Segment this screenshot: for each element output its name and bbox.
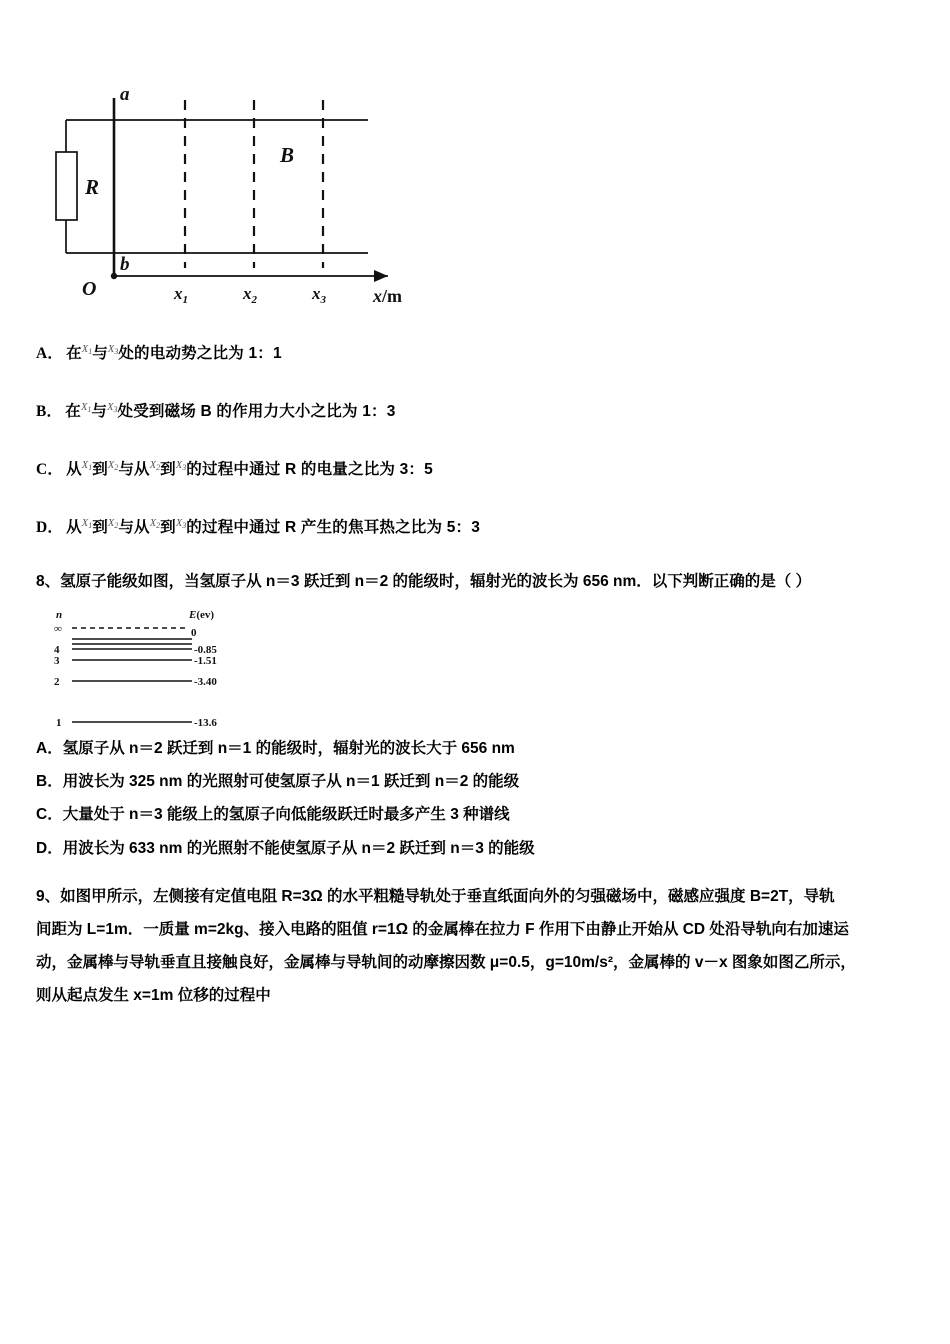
- option-label-c: C．: [36, 461, 64, 479]
- question8-stem-line: 8、氢原子能级如图，当氢原子从 n＝3 跃迁到 n＝2 的能级时，辐射光的波长为 656 nm．以下判断正确的是（ ）: [36, 573, 812, 590]
- energy-level-n-infinity: ∞: [54, 623, 62, 635]
- option-a-text-2: 与: [92, 345, 108, 363]
- option-d-text-2: 到: [92, 519, 108, 537]
- label-x2: $x_2$: [243, 284, 257, 305]
- option-d-var-x2b: X2: [149, 518, 161, 530]
- option-d-var-x3: X3: [175, 518, 187, 530]
- option-c-text-5: 的过程中通过 R 的电量之比为 3：5: [186, 461, 433, 479]
- hydrogen-energy-level-figure: [44, 606, 284, 734]
- question8-option-c: C．大量处于 n＝3 能级上的氢原子向低能级跃迁时最多产生 3 种谱线: [36, 806, 510, 823]
- option-label-a: A．: [36, 345, 64, 363]
- question9-line-2: 间距为 L=1m．一质量 m=2kg、接入电路的阻值 r=1Ω 的金属棒在拉力 F 作用下由静止开始从 CD 处沿导轨向右加速运: [36, 921, 849, 938]
- rails-magnetic-field-figure: [48, 80, 448, 305]
- option-b-text-3: 处受到磁场 B 的作用力大小之比为 1：3: [117, 403, 396, 421]
- energy-value-0: 0: [191, 627, 197, 639]
- question9-line-1: 9、如图甲所示，左侧接有定值电阻 R=3Ω 的水平粗糙导轨处于垂直纸面向外的匀强磁场中，磁感应强度 B=2T，导轨: [36, 888, 835, 905]
- option-c-var-x2: X2: [107, 460, 119, 472]
- energy-axis-label-n: n: [56, 609, 63, 621]
- question9-paragraph: [36, 880, 914, 1012]
- label-O: O: [82, 278, 97, 300]
- option-b-text-1: 在: [65, 403, 81, 421]
- question8-option-d: D．用波长为 633 nm 的光照射不能使氢原子从 n＝2 跃迁到 n＝3 的能级: [36, 840, 535, 857]
- label-B: B: [280, 143, 295, 167]
- option-b-var-x1: X1: [80, 402, 92, 414]
- option-c-text-1: 从: [66, 461, 82, 479]
- question7-option-b: [36, 400, 930, 423]
- option-b-text-2: 与: [91, 403, 108, 421]
- label-R: R: [85, 175, 100, 199]
- label-x3: $x_3$: [312, 284, 326, 305]
- option-a-text-1: 在: [66, 345, 82, 363]
- question7-option-a: [36, 342, 930, 365]
- option-a-text-3: 处的电动势之比为 1：1: [118, 345, 282, 363]
- energy-level-n-4: 4: [54, 644, 60, 656]
- option-label-d: D．: [36, 519, 64, 537]
- option-label-b: B．: [36, 403, 63, 421]
- option-d-text-5: 的过程中通过 R 产生的焦耳热之比为 5：3: [186, 519, 481, 537]
- option-d-text-4: 到: [160, 519, 176, 537]
- energy-level-n-2: 2: [54, 676, 60, 688]
- option-c-var-x2b: X2: [149, 460, 161, 472]
- option-c-var-x3: X3: [175, 460, 187, 472]
- option-d-var-x1: X1: [81, 518, 93, 530]
- question9-line-4: 则从起点发生 x=1m 位移的过程中: [36, 987, 271, 1004]
- label-a: a: [120, 84, 130, 105]
- question9-line-3: 动，金属棒与导轨垂直且接触良好，金属棒与导轨间的动摩擦因数 μ=0.5，g=10m/s²，金属棒的 v－x 图象如图乙所示，: [36, 954, 856, 971]
- option-d-text-3: 与从: [118, 519, 150, 537]
- label-x1: $x_1$: [174, 284, 188, 305]
- option-b-var-x3: X3: [107, 402, 118, 414]
- question7-option-c: [36, 458, 930, 481]
- label-x-axis: x/m: [373, 286, 402, 305]
- energy-value-n-4: -0.85: [194, 644, 217, 656]
- question8-stem: [36, 565, 914, 598]
- energy-value-n-1: -13.6: [194, 717, 217, 729]
- option-c-text-2: 到: [92, 461, 108, 479]
- option-d-var-x2: X2: [107, 518, 119, 530]
- question7-option-d: [36, 516, 930, 539]
- energy-value-n-3: -1.51: [194, 655, 217, 667]
- label-b: b: [120, 254, 130, 275]
- option-c-text-4: 到: [160, 461, 176, 479]
- question8-option-a: A．氢原子从 n＝2 跃迁到 n＝1 的能级时，辐射光的波长大于 656 nm: [36, 740, 515, 757]
- energy-axis-label-E: E(ev): [189, 609, 215, 621]
- energy-level-n-1: 1: [56, 717, 62, 729]
- option-a-var-x3: X3: [107, 344, 119, 356]
- energy-level-n-3: 3: [54, 655, 60, 667]
- option-c-text-3: 与从: [118, 461, 150, 479]
- option-d-text-1: 从: [66, 519, 82, 537]
- question8-option-b: B．用波长为 325 nm 的光照射可使氢原子从 n＝1 跃迁到 n＝2 的能级: [36, 773, 520, 790]
- option-c-var-x1: X1: [81, 460, 93, 472]
- energy-value-n-2: -3.40: [194, 676, 217, 688]
- option-a-var-x1: X1: [81, 344, 93, 356]
